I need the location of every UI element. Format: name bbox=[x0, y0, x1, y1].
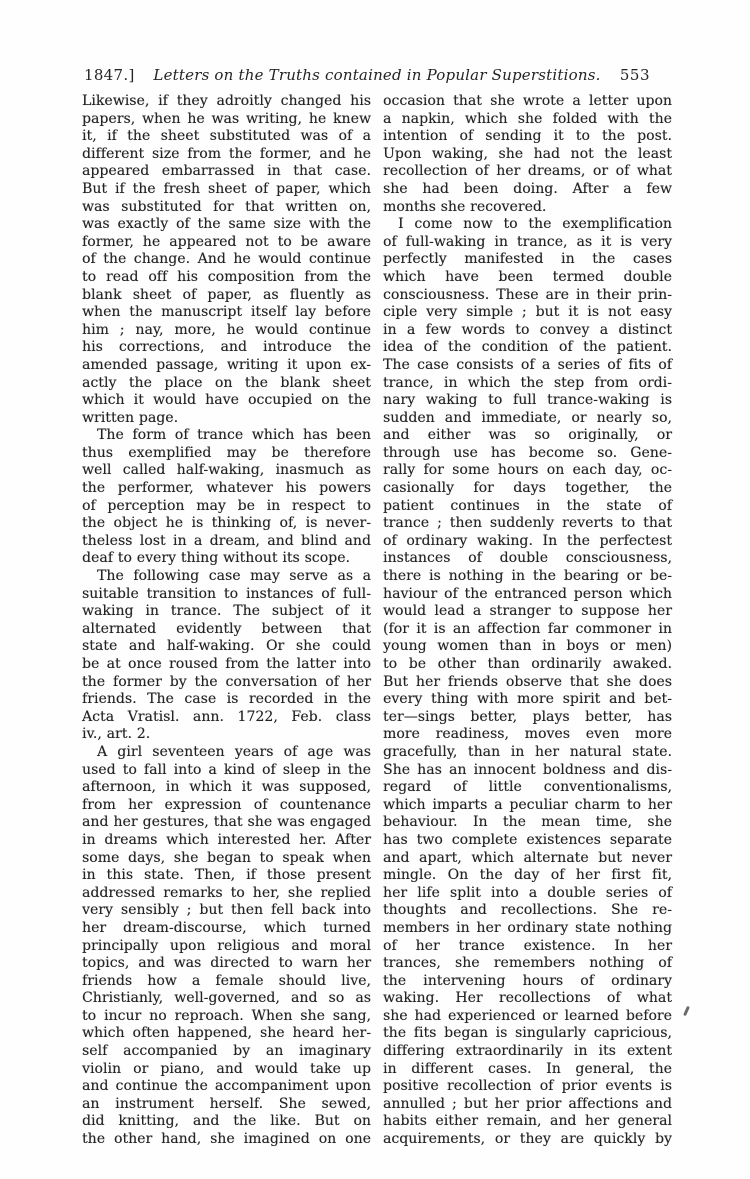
text-line: an instrument herself. She sewed, bbox=[82, 1095, 371, 1112]
text-line: actly the place on the blank sheet bbox=[82, 374, 371, 391]
text-line: she had experienced or learned before bbox=[383, 1007, 672, 1024]
text-line: trances, she remembers nothing of bbox=[383, 955, 672, 972]
text-line: addressed remarks to her, she replied bbox=[82, 884, 371, 901]
text-line: trance, in which the step from ordi- bbox=[383, 374, 672, 391]
text-line: suitable transition to instances of full- bbox=[82, 585, 371, 602]
text-line: when the manuscript itself lay before bbox=[82, 304, 371, 321]
text-line: and her gestures, that she was engaged bbox=[82, 814, 371, 831]
text-line: ter—sings better, plays better, has bbox=[383, 708, 672, 725]
text-line: Acta Vratisl. ann. 1722, Feb. class bbox=[82, 708, 371, 725]
text-line: I come now to the exemplification bbox=[398, 216, 672, 233]
text-line: very sensibly ; but then fell back into bbox=[82, 902, 371, 919]
text-line: there is nothing in the bearing or be- bbox=[383, 568, 672, 585]
text-line: has two complete existences separate bbox=[383, 831, 672, 848]
text-line: of her trance existence. In her bbox=[383, 937, 672, 954]
text-line: which imparts a peculiar charm to her bbox=[383, 796, 672, 813]
text-line: annulled ; but her prior affections and bbox=[383, 1095, 672, 1112]
text-line: instances of double consciousness, bbox=[383, 550, 672, 567]
text-line: well called half-waking, inasmuch as bbox=[82, 462, 371, 479]
text-line: waking. Her recollections of what bbox=[383, 990, 672, 1007]
text-line: differing extraordinarily in its extent bbox=[383, 1043, 672, 1060]
text-line: Likewise, if they adroitly changed his bbox=[82, 93, 371, 109]
page-title: Letters on the Truths contained in Popular Superstitions. bbox=[153, 66, 601, 84]
running-head bbox=[82, 66, 672, 86]
text-line: waking in trance. The subject of it bbox=[82, 603, 371, 620]
text-line: principally upon religious and moral bbox=[82, 937, 371, 954]
text-line: Christianly, well-governed, and so as bbox=[82, 990, 371, 1007]
text-line: blank sheet of paper, as fluently as bbox=[82, 286, 371, 303]
paragraph bbox=[383, 216, 672, 1148]
text-line: the former by the conversation of her bbox=[82, 673, 371, 690]
text-line: alternated evidently between that bbox=[82, 620, 371, 637]
text-line: from her expression of countenance bbox=[82, 796, 371, 813]
text-line: sudden and immediate, or nearly so, bbox=[383, 409, 672, 426]
text-line: perfectly manifested in the cases bbox=[383, 251, 672, 268]
text-line: She has an innocent boldness and dis- bbox=[383, 761, 672, 778]
paragraph bbox=[82, 93, 371, 427]
text-line: of perception may be in respect to bbox=[82, 497, 371, 514]
text-line: of ordinary waking. In the perfectest bbox=[383, 532, 672, 549]
text-line: her dream-discourse, which turned bbox=[82, 919, 371, 936]
text-line: papers, when he was writing, he knew bbox=[82, 110, 371, 127]
paragraph bbox=[82, 427, 371, 568]
text-line: theless lost in a dream, and blind and bbox=[82, 532, 371, 549]
text-line: months she recovered. bbox=[383, 198, 547, 215]
text-line: the other hand, she imagined on one bbox=[82, 1131, 371, 1148]
text-line: topics, and was directed to warn her bbox=[82, 955, 371, 972]
text-line: to incur no reproach. When she sang, bbox=[82, 1007, 371, 1024]
column-left bbox=[82, 93, 371, 1149]
text-line: some days, she began to speak when bbox=[82, 849, 371, 866]
text-line: nary waking to full trance-waking is bbox=[383, 392, 672, 409]
text-line: of full-waking in trance, as it is very bbox=[383, 233, 672, 250]
text-line: friends how a female should live, bbox=[82, 972, 371, 989]
text-line: did knitting, and the like. But on bbox=[82, 1113, 371, 1130]
text-line: habits either remain, and her general bbox=[383, 1113, 672, 1130]
text-line: ciple very simple ; but it is not easy bbox=[383, 304, 672, 321]
column-right bbox=[383, 93, 672, 1149]
text-line: in different cases. In general, the bbox=[383, 1060, 672, 1077]
text-line: written page. bbox=[82, 409, 179, 426]
text-line: trance ; then suddenly reverts to that bbox=[383, 515, 672, 532]
text-line: which it would have occupied on the bbox=[82, 392, 371, 409]
paragraph bbox=[383, 93, 672, 216]
text-line: in a few words to convey a distinct bbox=[383, 321, 672, 338]
text-line: be at once roused from the latter into bbox=[82, 656, 371, 672]
text-line: idea of the condition of the patient. bbox=[383, 339, 672, 356]
text-line: a napkin, which she folded with the bbox=[383, 110, 672, 127]
text-line: consciousness. These are in their prin- bbox=[383, 286, 672, 303]
text-line: casionally for days together, the bbox=[383, 480, 672, 497]
text-line: mingle. On the day of her first fit, bbox=[383, 867, 672, 884]
text-line: state and half-waking. Or she could bbox=[82, 638, 371, 655]
text-line: the object he is thinking of, is never- bbox=[82, 515, 371, 532]
text-line: used to fall into a kind of sleep in the bbox=[82, 761, 371, 778]
text-line: acquirements, or they are quickly by bbox=[383, 1131, 672, 1148]
text-line: every thing with more spirit and bet- bbox=[383, 691, 672, 708]
text-line: But if the fresh sheet of paper, which bbox=[82, 180, 371, 197]
text-line: amended passage, writing it upon ex- bbox=[82, 356, 371, 373]
text-line: regard of little conventionalisms, bbox=[383, 779, 672, 796]
text-line: in this state. Then, if those present bbox=[82, 867, 371, 884]
text-line: self accompanied by an imaginary bbox=[82, 1043, 371, 1060]
text-line: young women than in boys or men) bbox=[383, 638, 672, 655]
text-line: thus exemplified may be therefore bbox=[82, 444, 371, 461]
text-line: to read off his composition from the bbox=[82, 268, 371, 285]
text-line: his corrections, and introduce the bbox=[82, 339, 371, 356]
text-line: of the change. And he would continue bbox=[82, 251, 371, 268]
text-line: violin or piano, and would take up bbox=[82, 1060, 371, 1077]
text-line: would lead a stranger to suppose her bbox=[383, 603, 672, 620]
text-line: recollection of her dreams, or of what bbox=[383, 163, 672, 180]
text-line: more readiness, moves even more bbox=[383, 726, 672, 743]
text-line: The case consists of a series of fits of bbox=[383, 356, 672, 373]
text-line: to be other than ordinarily awaked. bbox=[383, 656, 672, 672]
text-line: members in her ordinary state nothing bbox=[383, 919, 672, 936]
text-line: which have been termed double bbox=[383, 268, 672, 285]
text-line: was exactly of the same size with the bbox=[82, 216, 371, 233]
text-line: friends. The case is recorded in the bbox=[82, 691, 371, 708]
text-line: through use has become so. Gene- bbox=[383, 444, 672, 461]
text-line: patient continues in the state of bbox=[383, 497, 672, 514]
year-marker: 1847.] bbox=[84, 66, 135, 84]
text-line: she had been doing. After a few bbox=[383, 180, 672, 197]
text-line: iv., art. 2. bbox=[82, 726, 151, 743]
text-line: it, if the sheet substituted was of a bbox=[82, 128, 371, 145]
text-line: former, he appeared not to be aware bbox=[82, 233, 371, 250]
text-line: behaviour. In the mean time, she bbox=[383, 814, 672, 831]
text-line: the fits began is singularly capricious, bbox=[383, 1025, 672, 1042]
text-line: haviour of the entranced person which bbox=[383, 585, 672, 602]
text-line: afternoon, in which it was supposed, bbox=[82, 779, 371, 796]
text-line: A girl seventeen years of age was bbox=[97, 743, 371, 760]
text-line: (for it is an affection far commoner in bbox=[383, 620, 672, 637]
text-line: which often happened, she heard her- bbox=[82, 1025, 371, 1042]
text-line: was substituted for that written on, bbox=[82, 198, 371, 215]
text-line: the intervening hours of ordinary bbox=[383, 972, 672, 989]
text-line: and either was so originally, or bbox=[383, 427, 672, 444]
text-line: him ; nay, more, he would continue bbox=[82, 321, 371, 338]
text-line: rally for some hours on each day, oc- bbox=[383, 462, 672, 479]
text-line: occasion that she wrote a letter upon bbox=[383, 93, 672, 109]
text-line: But her friends observe that she does bbox=[383, 673, 672, 690]
page-number: 553 bbox=[619, 66, 650, 84]
text-line: and continue the accompaniment upon bbox=[82, 1078, 371, 1095]
text-line: deaf to every thing without its scope. bbox=[82, 550, 351, 567]
stray-pen-mark bbox=[683, 1006, 690, 1016]
text-line: and apart, which alternate but never bbox=[383, 849, 672, 866]
text-line: gracefully, than in her natural state. bbox=[383, 743, 672, 760]
text-line: Upon waking, she had not the least bbox=[383, 145, 672, 162]
text-line: thoughts and recollections. She re- bbox=[383, 902, 672, 919]
text-line: her life split into a double series of bbox=[383, 884, 672, 901]
text-line: appeared embarrassed in that case. bbox=[82, 163, 371, 180]
text-line: The form of trance which has been bbox=[97, 427, 371, 444]
text-line: the performer, whatever his powers bbox=[82, 480, 371, 497]
paragraph bbox=[82, 568, 371, 744]
paragraph bbox=[82, 744, 371, 1149]
text-columns bbox=[82, 93, 672, 1149]
text-line: intention of sending it to the post. bbox=[383, 128, 672, 145]
text-line: positive recollection of prior events is bbox=[383, 1078, 672, 1095]
text-line: different size from the former, and he bbox=[82, 145, 371, 162]
text-line: in dreams which interested her. After bbox=[82, 831, 371, 848]
text-line: The following case may serve as a bbox=[97, 568, 371, 585]
